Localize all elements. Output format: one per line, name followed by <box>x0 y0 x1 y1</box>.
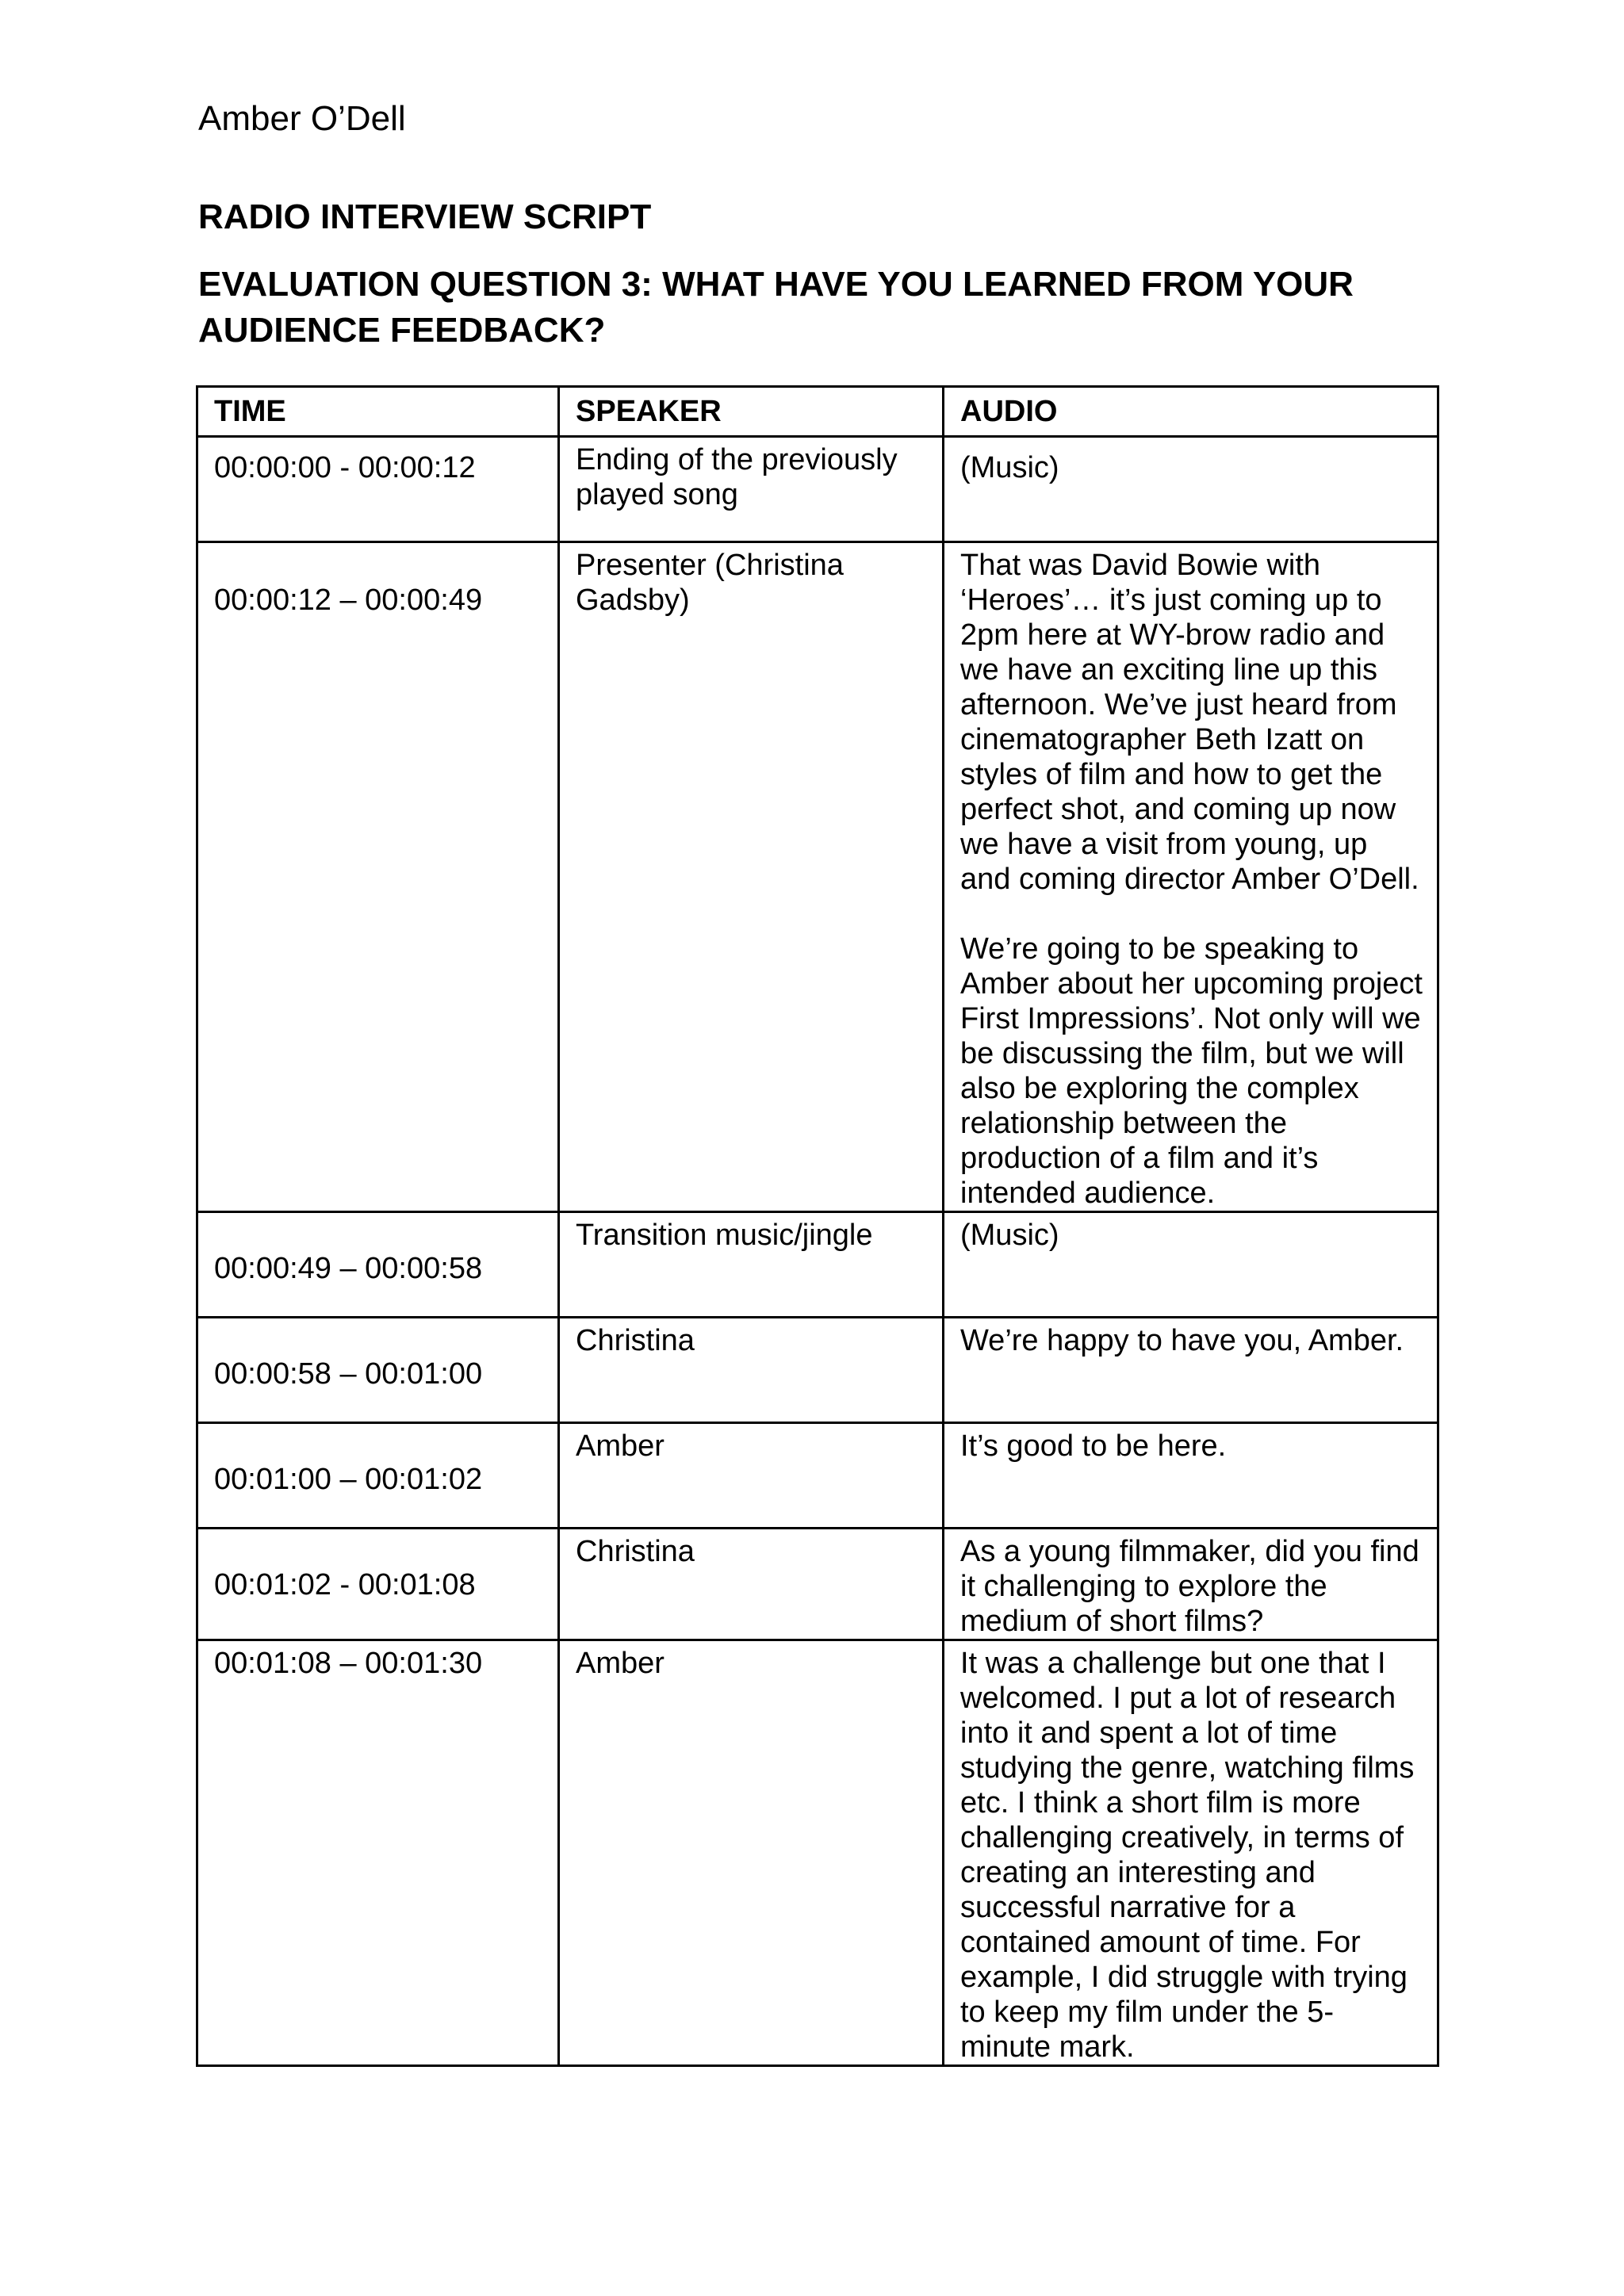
audio-cell <box>944 1212 1438 1318</box>
audio-paragraph: It’s good to be here. <box>960 1429 1227 1463</box>
audio-paragraph: It was a challenge but one that I welcomed. I put a lot of research into it and spent a lot of time studying the genre, watching films etc. I think a short film is more challenging creatively, in terms of creating an interesting and successful narrative for a contained amount of time. For example, I did struggle with trying to keep my film under the 5-minute mark. <box>960 1647 1415 2064</box>
audio-paragraph: (Music) <box>960 1219 1059 1252</box>
audio-paragraph: That was David Bowie with ‘Heroes’… it’s just coming up to 2pm here at WY-brow radio and we have an exciting line up this afternoon. We’ve just heard from cinematographer Beth Izatt on styles of film and how to get the perfect shot, and coming up now we have a visit from young, up and coming director Amber O’Dell. <box>960 549 1419 896</box>
time-cell: 00:01:08 – 00:01:30 <box>197 1640 559 2066</box>
audio-cell <box>944 1423 1438 1529</box>
table-row <box>197 542 1438 1212</box>
audio-paragraph: We’re going to be speaking to Amber about her upcoming project First Impressions’. Not only will we be discussing the film, but we will also be exploring the complex relationship between the production of a film and it’s intended audience. <box>960 932 1423 1210</box>
audio-cell <box>944 542 1438 1212</box>
speaker-cell: Amber <box>559 1640 944 2066</box>
time-cell: 00:00:49 – 00:00:58 <box>197 1212 559 1318</box>
speaker-cell: Christina <box>559 1529 944 1640</box>
time-cell: 00:01:00 – 00:01:02 <box>197 1423 559 1529</box>
audio-cell <box>944 437 1438 542</box>
time-cell: 00:00:12 – 00:00:49 <box>197 542 559 1212</box>
speaker-cell: Amber <box>559 1423 944 1529</box>
audio-cell <box>944 1640 1438 2066</box>
speaker-cell: Christina <box>559 1318 944 1423</box>
document-title: RADIO INTERVIEW SCRIPT <box>198 197 652 236</box>
table-row <box>197 1529 1438 1640</box>
table-row <box>197 1318 1438 1423</box>
speaker-cell: Presenter (Christina Gadsby) <box>559 542 944 1212</box>
table-row <box>197 1423 1438 1529</box>
time-cell: 00:01:02 - 00:01:08 <box>197 1529 559 1640</box>
audio-cell <box>944 1318 1438 1423</box>
column-header-audio: AUDIO <box>944 387 1438 437</box>
table-header-row <box>197 387 1438 437</box>
audio-paragraph: As a young filmmaker, did you find it challenging to explore the medium of short films? <box>960 1535 1419 1638</box>
column-header-time: TIME <box>197 387 559 437</box>
author-name: Amber O’Dell <box>198 99 406 138</box>
speaker-cell: Transition music/jingle <box>559 1212 944 1318</box>
time-cell: 00:00:00 - 00:00:12 <box>197 437 559 542</box>
audio-paragraph: We’re happy to have you, Amber. <box>960 1324 1404 1357</box>
table-row <box>197 437 1438 542</box>
audio-cell <box>944 1529 1438 1640</box>
script-table <box>196 385 1439 2067</box>
document-subtitle: EVALUATION QUESTION 3: WHAT HAVE YOU LEARNED FROM YOUR AUDIENCE FEEDBACK? <box>198 265 1354 350</box>
column-header-speaker: SPEAKER <box>559 387 944 437</box>
time-cell: 00:00:58 – 00:01:00 <box>197 1318 559 1423</box>
table-row <box>197 1640 1438 2066</box>
table-row <box>197 1212 1438 1318</box>
audio-paragraph: (Music) <box>960 451 1059 484</box>
speaker-cell: Ending of the previously played song <box>559 437 944 542</box>
